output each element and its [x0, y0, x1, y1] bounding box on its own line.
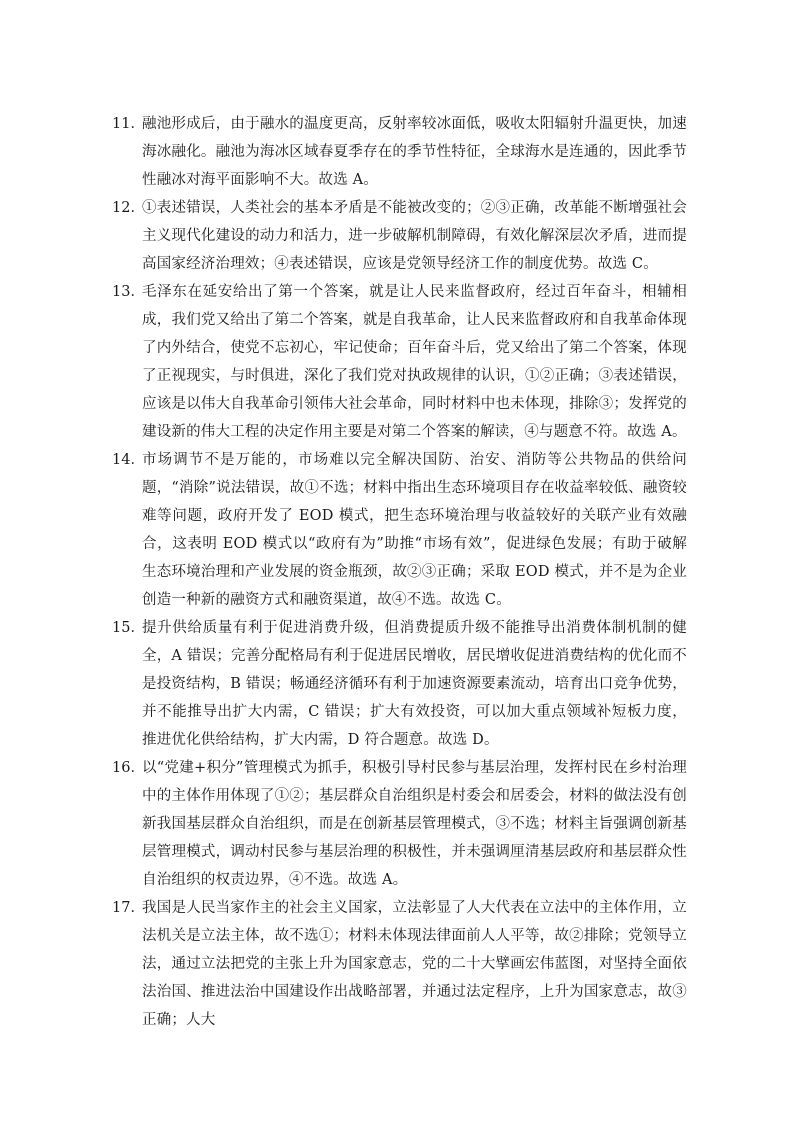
answer-item-16: [112, 754, 687, 894]
answer-number: 13．: [112, 284, 145, 300]
answer-item-13: [112, 278, 687, 446]
answer-text: ①表述错误，人类社会的基本矛盾是不能被改变的；②③正确，改革能不断增强社会主义现代化建设的动力和活力，进一步破解机制障碍，有效化解深层次矛盾，进而提高国家经济治理效；④表述错误，应该是党领导经济工作的制度优势。故选 C。: [142, 200, 687, 272]
answer-item-15: [112, 614, 687, 754]
answer-item-11: [112, 110, 687, 194]
answer-number: 17．: [112, 900, 145, 916]
answer-text: 市场调节不是万能的，市场难以完全解决国防、治安、消防等公共物品的供给问题，“消除”说法错误，故①不选；材料中指出生态环境项目存在收益率较低、融资较难等问题，政府开发了 EOD 模式，把生态环境治理与收益较好的关联产业有效融合，这表明 EOD 模式以“政府有为”助推“市场有效”，促进绿色发展；有助于破解生态环境治理和产业发展的资金瓶颈，故②③正确；采取 EOD 模式，并不是为企业创造一种新的融资方式和融资渠道，故④不选。故选 C。: [142, 452, 687, 608]
answer-text: 我国是人民当家作主的社会主义国家，立法彰显了人大代表在立法中的主体作用，立法机关是立法主体，故不选①；材料未体现法律面前人人平等，故②排除；党领导立法，通过立法把党的主张上升为国家意志，党的二十大擘画宏伟蓝图，对坚持全面依法治国、推进法治中国建设作出战略部署，并通过法定程序，上升为国家意志，故③正确；人大: [142, 900, 687, 1028]
answer-item-14: [112, 446, 687, 614]
answer-number: 11．: [112, 116, 145, 132]
answer-item-12: [112, 194, 687, 278]
answer-text: 提升供给质量有利于促进消费升级，但消费提质升级不能推导出消费体制机制的健全，A 错误；完善分配格局有利于促进居民增收，居民增收促进消费结构的优化而不是投资结构，B 错误；畅通经济循环有利于加速资源要素流动，培育出口竞争优势，并不能推导出扩大内需，C 错误；扩大有效投资，可以加大重点领域补短板力度，推进优化供给结构，扩大内需，D 符合题意。故选 D。: [142, 620, 687, 748]
answer-text: 融池形成后，由于融水的温度更高，反射率较冰面低，吸收太阳辐射升温更快，加速海冰融化。融池为海冰区域春夏季存在的季节性特征，全球海水是连通的，因此季节性融冰对海平面影响不大。故选 A。: [142, 116, 687, 188]
answer-number: 16．: [112, 760, 145, 776]
answer-text: 以“党建+积分”管理模式为抓手，积极引导村民参与基层治理，发挥村民在乡村治理中的主体作用体现了①②；基层群众自治组织是村委会和居委会，材料的做法没有创新我国基层群众自治组织，而是在创新基层管理模式，③不选；材料主旨强调创新基层管理模式，调动村民参与基层治理的积极性，并未强调厘清基层政府和基层群众性自治组织的权责边界，④不选。故选 A。: [142, 760, 687, 888]
answer-list: [112, 110, 687, 1034]
answer-text: 毛泽东在延安给出了第一个答案，就是让人民来监督政府，经过百年奋斗，相辅相成，我们党又给出了第二个答案，就是自我革命，让人民来监督政府和自我革命体现了内外结合，使党不忘初心，牢记使命；百年奋斗后，党又给出了第二个答案，体现了正视现实，与时俱进，深化了我们党对执政规律的认识，①②正确；③表述错误，应该是以伟大自我革命引领伟大社会革命，同时材料中也未体现，排除③；发挥党的建设新的伟大工程的决定作用主要是对第二个答案的解读，④与题意不符。故选 A。: [142, 284, 687, 440]
answer-number: 14．: [112, 452, 145, 468]
answer-number: 12．: [112, 200, 145, 216]
answer-item-17: [112, 894, 687, 1034]
answer-number: 15．: [112, 620, 145, 636]
